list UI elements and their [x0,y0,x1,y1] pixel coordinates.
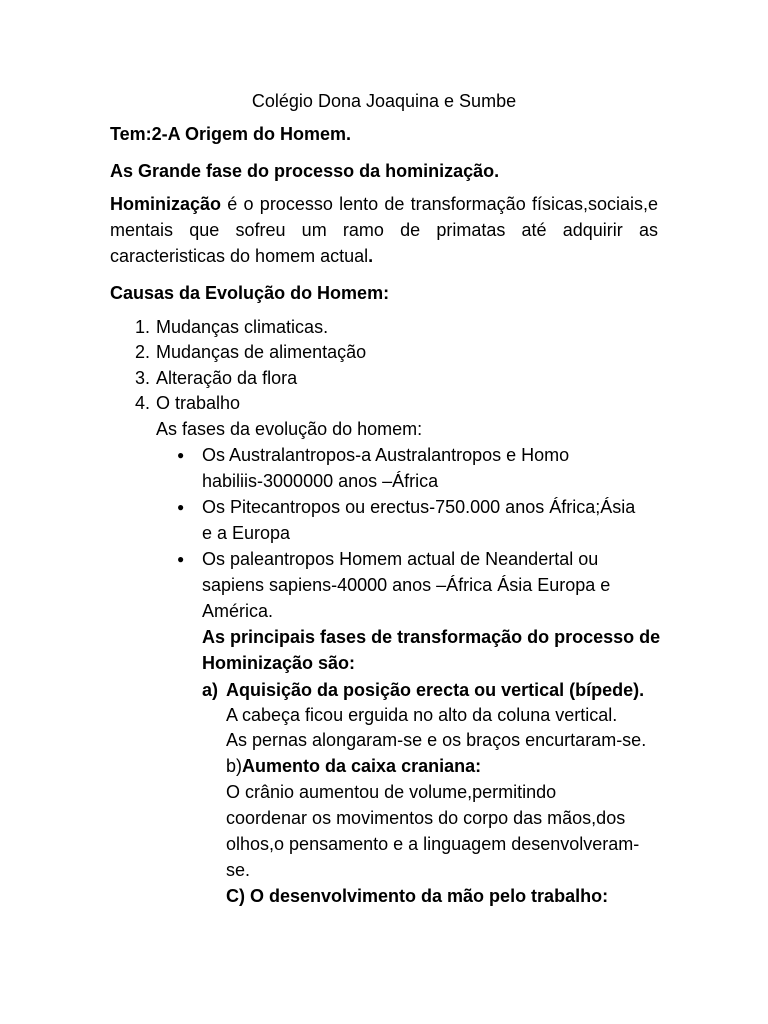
definition-line-1-text: é o processo lento de transformação físicas,sociais,e [221,194,658,214]
phase-b-text-2: coordenar os movimentos do corpo das mãos,dos [226,808,626,828]
list-item-number: 4. [134,393,150,413]
list-item-text: O trabalho [156,393,241,413]
causes-heading: Causas da Evolução do Homem: [110,283,390,303]
definition-line-1 [110,193,658,215]
phase-a-title: Aquisição da posição erecta ou vertical (bípede). [226,680,645,700]
list-item-text: Alteração da flora [156,368,298,388]
list-item-number: 1. [134,317,150,337]
phase-a-text-1: A cabeça ficou erguida no alto da coluna vertical. [226,705,618,725]
phase-3-line-1: Os paleantropos Homem actual de Neandertal ou [202,549,599,569]
school-name: Colégio Dona Joaquina e Sumbe [251,91,517,111]
list-item-text: Mudanças de alimentação [156,342,367,362]
phase-a-text-2: As pernas alongaram-se e os braços encurtaram-se. [226,730,647,750]
definition-term: Hominização [110,194,222,214]
phase-1-line-1: Os Australantropos-a Australantropos e Homo [202,445,570,465]
phase-b-label: b) [226,756,243,776]
definition-line-3 [110,245,373,267]
list-item-text: Mudanças climaticas. [156,317,329,337]
phase-b-text-1: O crânio aumentou de volume,permitindo [226,782,557,802]
phase-b-heading [226,755,481,777]
phase-b-text-4: se. [226,860,251,880]
phase-1-line-2: habiliis-3000000 anos –África [202,471,439,491]
list-item-number: 3. [134,368,150,388]
phase-b-text-3: olhos,o pensamento e a linguagem desenvolveram- [226,834,640,854]
definition-line-2: mentais que sofreu um ramo de primatas até adquirir as [110,220,658,240]
phase-c-title: C) O desenvolvimento da mão pelo trabalho: [226,886,609,906]
bullet-icon: ● [177,448,185,462]
phase-3-line-3: América. [202,601,274,621]
definition-line-3-text: caracteristicas do homem actual [110,246,369,266]
phase-2-line-1: Os Pitecantropos ou erectus-750.000 anos África;Ásia [202,497,636,517]
lesson-theme: Tem:2-A Origem do Homem. [110,124,352,144]
transformation-heading-line-1: As principais fases de transformação do processo de [202,627,661,647]
definition-line-3-period: . [368,246,374,266]
phase-2-line-2: e a Europa [202,523,291,543]
bullet-icon: ● [177,500,185,514]
lesson-subtitle: As Grande fase do processo da hominização. [110,161,500,181]
bullet-icon: ● [177,552,185,566]
phase-3-line-2: sapiens sapiens-40000 anos –África Ásia Europa e [202,575,611,595]
phase-a-label: a) [202,680,219,700]
transformation-heading-line-2: Hominização são: [202,653,356,673]
phases-intro: As fases da evolução do homem: [156,419,423,439]
list-item-number: 2. [134,342,150,362]
phase-b-title: Aumento da caixa craniana: [242,756,482,776]
